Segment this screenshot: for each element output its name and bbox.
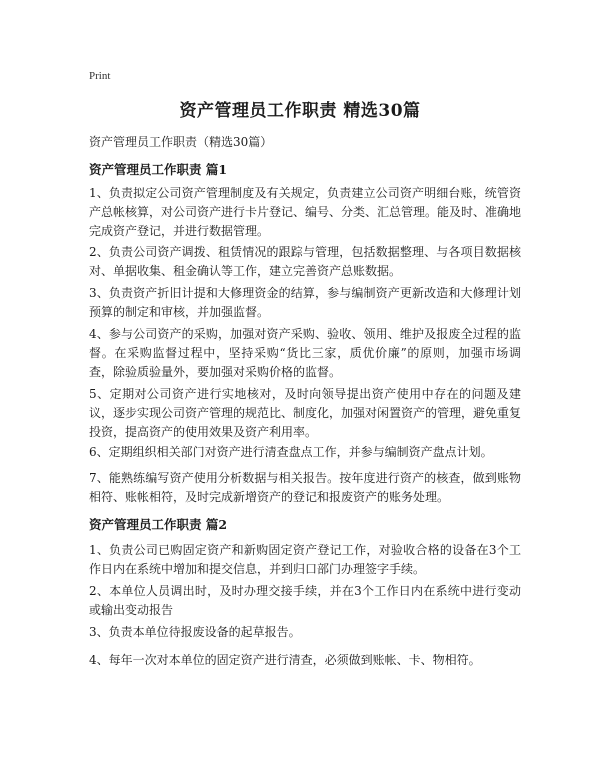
print-label[interactable]: Print (89, 70, 111, 82)
paragraph-1-6: 6、定期组织相关部门对资产进行清查盘点工作，并参与编制资产盘点计划。 (89, 445, 493, 459)
paragraph-1-5: 5、定期对公司资产进行实地核对，及时向领导提出资产使用中存在的问题及建议，逐步实现公司资产管理的规范比、制度化，加强对闲置资产的管理，避免重复投资，提高资产的使用效果及资产利用率。 (89, 387, 522, 439)
paragraph-2-1: 1、负责公司已购固定资产和新购固定资产登记工作，对验收合格的设备在3个工作日内在系统中增加和提交信息，并到归口部门办理签字手续。 (89, 543, 521, 576)
section-heading-2: 资产管理员工作职责 篇2 (89, 517, 228, 532)
paragraph-2-2: 2、本单位人员调出时，及时办理交接手续，并在3个工作日内在系统中进行变动或输出变动报告 (89, 584, 521, 617)
paragraph-1-2: 2、负责公司资产调拨、租赁情况的跟踪与管理，包括数据整理、与各项目数据核对、单据收集、租金确认等工作，建立完善资产总账数据。 (89, 245, 521, 278)
page-title: 资产管理员工作职责 精选30篇 (179, 101, 421, 121)
section-heading-1: 资产管理员工作职责 篇1 (89, 162, 228, 177)
paragraph-2-3: 3、负责本单位待报废设备的起草报告。 (89, 625, 301, 639)
document-subtitle: 资产管理员工作职责（精选30篇） (89, 135, 273, 149)
paragraph-1-7: 7、能熟练编写资产使用分析数据与相关报告。按年度进行资产的核查，做到账物相符、账帐相符，及时完成新增资产的登记和报废资产的账务处理。 (89, 471, 521, 504)
paragraph-1-3: 3、负责资产折旧计提和大修理资金的结算，参与编制资产更新改造和大修理计划预算的制定和审核，并加强监督。 (89, 286, 521, 319)
paragraph-1-4: 4、参与公司资产的采购，加强对资产采购、验收、领用、维护及报废全过程的监督。在采购监督过程中，坚持采购“货比三家，质优价廉”的原则，加强市场调查，除验质验量外，要加强对采购价格的监督。 (89, 327, 521, 379)
paragraph-2-4: 4、每年一次对本单位的固定资产进行清查，必须做到账帐、卡、物相符。 (89, 653, 481, 667)
paragraph-1-1: 1、负责拟定公司资产管理制度及有关规定，负责建立公司资产明细台账，统管资产总帐核算，对公司资产进行卡片登记、编号、分类、汇总管理。能及时、准确地完成资产登记，并进行数据管理。 (89, 186, 522, 238)
